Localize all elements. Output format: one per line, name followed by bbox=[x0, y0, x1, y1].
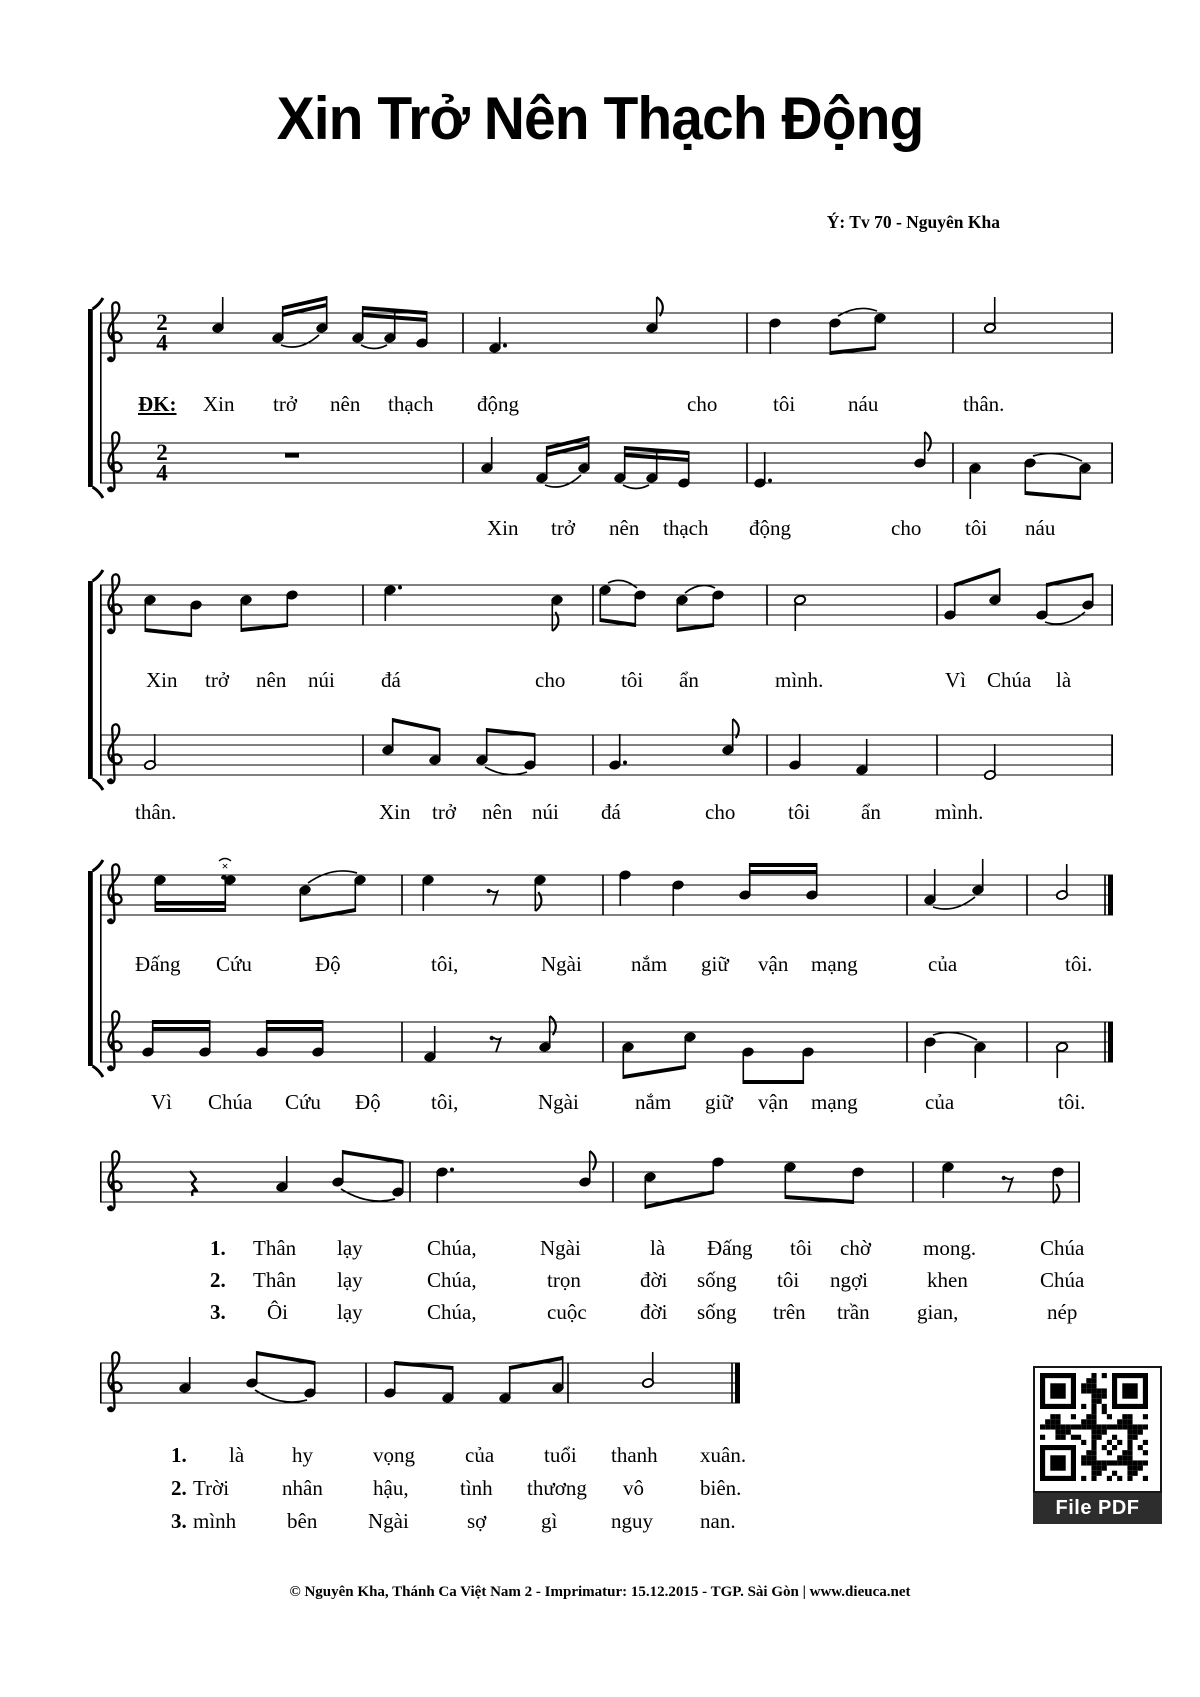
lyric-word-verse-3b: Ngài bbox=[368, 1509, 409, 1533]
time-signature: 4 bbox=[156, 460, 168, 486]
lyric-word-refrain-voice2-line3: của bbox=[925, 1090, 955, 1114]
lyric-word-verse-2a: ngợi bbox=[830, 1268, 868, 1292]
lyric-word-verse-1b: là bbox=[229, 1443, 245, 1467]
lyric-word-refrain-voice1-line2: đá bbox=[381, 668, 401, 692]
lyric-word-verse-1b: xuân. bbox=[700, 1443, 747, 1467]
lyric-word-refrain-voice2-line1: động bbox=[749, 516, 791, 540]
lyric-word-refrain-voice1-line3: Độ bbox=[315, 952, 341, 976]
lyric-word-refrain-voice2-line1: tôi bbox=[965, 516, 988, 540]
lyric-word-verse-2a: 2. bbox=[210, 1268, 226, 1292]
lyric-word-refrain-voice1-line3: Cứu bbox=[216, 952, 252, 976]
lyric-word-refrain-voice2-line3: Ngài bbox=[538, 1090, 579, 1114]
lyric-word-refrain-voice1-line1: thạch bbox=[388, 392, 434, 416]
lyric-word-refrain-voice1-line1: tôi bbox=[773, 392, 796, 416]
lyric-word-verse-1a: chờ bbox=[840, 1236, 871, 1260]
lyric-word-verse-3a: Chúa, bbox=[427, 1300, 477, 1324]
lyric-word-refrain-voice2-line2: ẩn bbox=[861, 800, 881, 824]
lyric-word-verse-2b: thương bbox=[527, 1476, 587, 1500]
lyric-word-refrain-voice2-line1: náu bbox=[1025, 516, 1056, 540]
lyric-word-refrain-voice1-line2: trở bbox=[205, 668, 229, 692]
lyric-word-refrain-voice2-line3: Cứu bbox=[285, 1090, 321, 1114]
lyric-word-refrain-voice2-line2: mình. bbox=[935, 800, 984, 824]
lyric-word-refrain-voice1-line1: ĐK: bbox=[138, 392, 177, 416]
lyric-word-verse-2a: lạy bbox=[337, 1268, 363, 1292]
lyric-word-refrain-voice1-line1: nên bbox=[330, 392, 361, 416]
time-signature: 4 bbox=[156, 330, 168, 356]
lyric-word-refrain-voice2-line1: nên bbox=[609, 516, 640, 540]
lyric-word-verse-3a: trần bbox=[837, 1300, 870, 1324]
lyric-word-verse-1a: là bbox=[650, 1236, 666, 1260]
lyric-word-verse-2b: 2. bbox=[171, 1476, 187, 1500]
lyric-word-refrain-voice1-line2: Chúa bbox=[987, 668, 1032, 692]
lyric-word-verse-1b: của bbox=[465, 1443, 495, 1467]
lyric-word-refrain-voice2-line2: tôi bbox=[788, 800, 811, 824]
staff-system2-voice2 bbox=[0, 693, 1200, 827]
attribution: Ý: Tv 70 - Nguyên Kha bbox=[826, 212, 1000, 232]
staff-system3-voice2 bbox=[0, 980, 1200, 1114]
lyric-word-verse-3a: sống bbox=[697, 1300, 737, 1324]
lyric-word-verse-2a: đời bbox=[640, 1268, 668, 1292]
lyric-word-verse-1b: tuổi bbox=[544, 1443, 577, 1467]
lyric-word-refrain-voice2-line2: thân. bbox=[135, 800, 177, 824]
lyric-word-verse-1a: Chúa, bbox=[427, 1236, 477, 1260]
lyric-word-verse-1a: Đấng bbox=[707, 1236, 753, 1260]
lyric-word-verse-2b: biên. bbox=[700, 1476, 742, 1500]
lyric-word-verse-2b: nhân bbox=[282, 1476, 323, 1500]
lyric-word-refrain-voice1-line3: Ngài bbox=[541, 952, 582, 976]
lyric-word-refrain-voice1-line3: mạng bbox=[811, 952, 858, 976]
lyric-word-refrain-voice1-line3: Đấng bbox=[135, 952, 181, 976]
lyric-word-verse-3b: mình bbox=[193, 1509, 237, 1533]
lyric-word-verse-1a: 1. bbox=[210, 1236, 226, 1260]
lyric-word-refrain-voice2-line3: vận bbox=[758, 1090, 789, 1114]
lyric-word-refrain-voice2-line1: trở bbox=[551, 516, 575, 540]
lyric-word-refrain-voice2-line1: Xin bbox=[487, 516, 519, 540]
lyric-word-verse-2b: vô bbox=[623, 1476, 644, 1500]
lyric-word-verse-2a: trọn bbox=[547, 1268, 581, 1292]
lyric-word-verse-2a: sống bbox=[697, 1268, 737, 1292]
lyric-word-refrain-voice2-line3: Vì bbox=[151, 1090, 172, 1114]
lyric-word-verse-1b: thanh bbox=[611, 1443, 658, 1467]
lyric-word-verse-1a: mong. bbox=[923, 1236, 977, 1260]
page-title: Xin Trở Nên Thạch Động bbox=[276, 85, 924, 152]
lyric-word-refrain-voice1-line3: của bbox=[928, 952, 958, 976]
lyric-word-refrain-voice2-line2: đá bbox=[601, 800, 621, 824]
lyric-word-refrain-voice2-line2: núi bbox=[532, 800, 559, 824]
lyric-word-refrain-voice2-line2: trở bbox=[432, 800, 456, 824]
lyric-word-refrain-voice1-line2: nên bbox=[256, 668, 287, 692]
lyric-word-refrain-voice1-line1: thân. bbox=[963, 392, 1005, 416]
lyric-word-refrain-voice2-line3: tôi. bbox=[1058, 1090, 1086, 1114]
lyric-word-refrain-voice1-line3: giữ bbox=[701, 952, 729, 976]
lyric-word-refrain-voice1-line3: tôi. bbox=[1065, 952, 1093, 976]
lyric-word-refrain-voice1-line3: tôi, bbox=[431, 952, 459, 976]
staff-system1-voice1 bbox=[0, 271, 1200, 405]
lyric-word-refrain-voice1-line2: tôi bbox=[621, 668, 644, 692]
staff-system3-voice1 bbox=[0, 833, 1200, 967]
lyric-word-verse-3b: 3. bbox=[171, 1509, 187, 1533]
footer-credit: © Nguyên Kha, Thánh Ca Việt Nam 2 - Imprimatur: 15.12.2015 - TGP. Sài Gòn | www.dieuca.net bbox=[289, 1584, 911, 1600]
lyric-word-refrain-voice2-line3: tôi, bbox=[431, 1090, 459, 1114]
lyric-word-verse-2a: Chúa bbox=[1040, 1268, 1085, 1292]
staff-system5-voice1 bbox=[0, 1321, 1200, 1455]
lyric-word-verse-3b: nan. bbox=[700, 1509, 736, 1533]
lyric-word-refrain-voice1-line2: ẩn bbox=[679, 668, 699, 692]
lyric-word-refrain-voice1-line1: trở bbox=[273, 392, 297, 416]
lyric-word-verse-3a: lạy bbox=[337, 1300, 363, 1324]
lyric-word-refrain-voice1-line3: nắm bbox=[631, 952, 668, 976]
lyric-word-refrain-voice2-line3: nắm bbox=[635, 1090, 672, 1114]
lyric-word-refrain-voice1-line2: là bbox=[1056, 668, 1072, 692]
lyric-word-refrain-voice2-line2: Xin bbox=[379, 800, 411, 824]
lyric-word-verse-3a: nép bbox=[1047, 1300, 1078, 1324]
lyric-word-verse-2b: hậu, bbox=[373, 1476, 409, 1500]
lyric-word-refrain-voice1-line1: náu bbox=[848, 392, 879, 416]
lyric-word-verse-2a: tôi bbox=[777, 1268, 800, 1292]
lyric-word-refrain-voice1-line1: cho bbox=[687, 392, 718, 416]
lyric-word-verse-1a: Ngài bbox=[540, 1236, 581, 1260]
lyric-word-verse-2a: khen bbox=[927, 1268, 968, 1292]
lyric-word-refrain-voice1-line3: vận bbox=[758, 952, 789, 976]
lyric-word-verse-1a: Thân bbox=[253, 1236, 297, 1260]
lyric-word-refrain-voice2-line3: giữ bbox=[705, 1090, 733, 1114]
staff-system1-voice2 bbox=[0, 401, 1200, 535]
lyric-word-refrain-voice1-line2: Vì bbox=[945, 668, 966, 692]
file-pdf-badge: File PDF bbox=[1033, 1493, 1162, 1524]
lyric-word-refrain-voice2-line3: Chúa bbox=[208, 1090, 253, 1114]
lyric-word-verse-1a: Chúa bbox=[1040, 1236, 1085, 1260]
lyric-word-verse-2b: Trời bbox=[193, 1476, 230, 1500]
time-signature: 2 bbox=[156, 440, 168, 465]
lyric-word-refrain-voice1-line2: cho bbox=[535, 668, 566, 692]
lyric-word-verse-2a: Thân bbox=[253, 1268, 297, 1292]
lyric-word-verse-3b: bên bbox=[287, 1509, 318, 1533]
lyric-word-verse-1a: tôi bbox=[790, 1236, 813, 1260]
lyric-word-verse-1b: hy bbox=[292, 1443, 313, 1467]
staff-system2-voice1 bbox=[0, 543, 1200, 677]
staff-system4-voice1 bbox=[0, 1120, 1200, 1254]
lyric-word-verse-3a: Ôi bbox=[267, 1300, 288, 1324]
lyric-word-refrain-voice1-line1: động bbox=[477, 392, 519, 416]
lyric-word-verse-3b: sợ bbox=[467, 1509, 487, 1533]
lyric-word-refrain-voice2-line3: Độ bbox=[355, 1090, 381, 1114]
lyric-word-refrain-voice1-line2: Xin bbox=[146, 668, 178, 692]
time-signature: 2 bbox=[156, 310, 168, 335]
lyric-word-verse-3a: gian, bbox=[917, 1300, 959, 1324]
lyric-word-verse-1b: 1. bbox=[171, 1443, 187, 1467]
lyric-word-refrain-voice2-line2: nên bbox=[482, 800, 513, 824]
lyric-word-refrain-voice1-line2: mình. bbox=[775, 668, 824, 692]
svg-text:×: × bbox=[221, 859, 229, 873]
qr-file-pdf-link[interactable] bbox=[1033, 1366, 1162, 1524]
lyric-word-verse-3a: cuộc bbox=[547, 1300, 587, 1324]
lyric-word-verse-3a: đời bbox=[640, 1300, 668, 1324]
lyric-word-refrain-voice2-line2: cho bbox=[705, 800, 736, 824]
lyric-word-refrain-voice1-line2: núi bbox=[308, 668, 335, 692]
lyric-word-refrain-voice2-line3: mạng bbox=[811, 1090, 858, 1114]
lyric-word-refrain-voice2-line1: thạch bbox=[663, 516, 709, 540]
lyric-word-verse-3a: trên bbox=[773, 1300, 806, 1324]
lyric-word-verse-2a: Chúa, bbox=[427, 1268, 477, 1292]
lyric-word-verse-3b: gì bbox=[541, 1509, 558, 1533]
lyric-word-verse-2b: tình bbox=[460, 1476, 493, 1500]
lyric-word-refrain-voice2-line1: cho bbox=[891, 516, 922, 540]
lyric-word-verse-3b: nguy bbox=[611, 1509, 653, 1533]
qr-code bbox=[1033, 1366, 1162, 1493]
qr-code-pattern bbox=[1040, 1373, 1148, 1481]
lyric-word-verse-3a: 3. bbox=[210, 1300, 226, 1324]
lyric-word-refrain-voice1-line1: Xin bbox=[203, 392, 235, 416]
lyric-word-verse-1a: lạy bbox=[337, 1236, 363, 1260]
lyric-word-verse-1b: vọng bbox=[373, 1443, 415, 1467]
